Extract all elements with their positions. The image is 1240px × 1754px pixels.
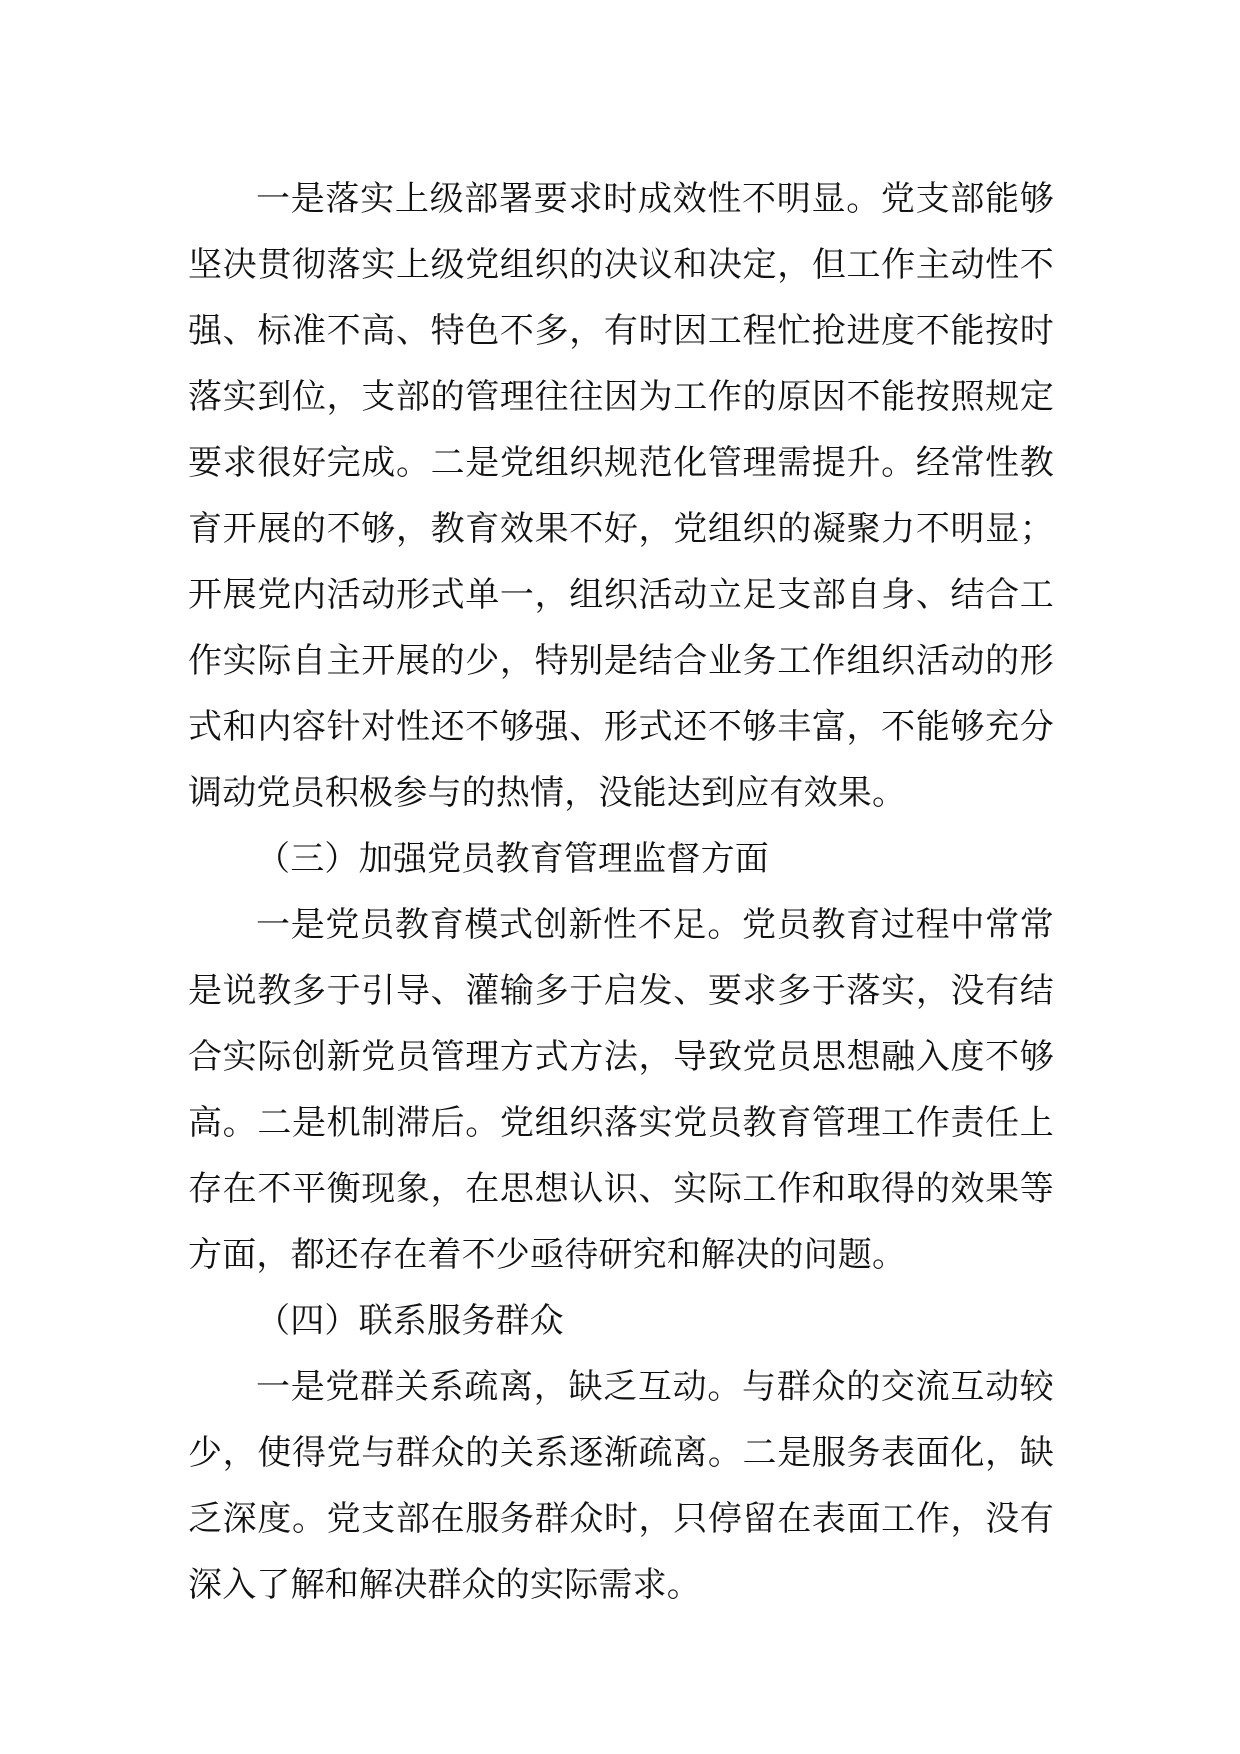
paragraph-serve-masses: 一是党群关系疏离，缺乏互动。与群众的交流互动较少，使得党与群众的关系逐渐疏离。二是服务表面化，缺乏深度。党支部在服务群众时，只停留在表面工作，没有深入了解和解决群众的实际需求。 [188,1367,1054,1605]
document-body [188,166,1054,1618]
paragraph-party-branch-implementation: 一是落实上级部署要求时成效性不明显。党支部能够坚决贯彻落实上级党组织的决议和决定，但工作主动性不强、标准不高、特色不多，有时因工程忙抢进度不能按时落实到位，支部的管理往往因为工作的原因不能按照规定要求很好完成。二是党组织规范化管理需提升。经常性教育开展的不够，教育效果不好，党组织的凝聚力不明显；开展党内活动形式单一，组织活动立足支部自身、结合工作实际自主开展的少，特别是结合业务工作组织活动的形式和内容针对性还不够强、形式还不够丰富，不能够充分调动党员积极参与的热情，没能达到应有效果。 [188,179,1054,813]
paragraph-member-education: 一是党员教育模式创新性不足。党员教育过程中常常是说教多于引导、灌输多于启发、要求多于落实，没有结合实际创新党员管理方式方法，导致党员思想融入度不够高。二是机制滞后。党组织落实党员教育管理工作责任上存在不平衡现象，在思想认识、实际工作和取得的效果等方面，都还存在着不少亟待研究和解决的问题。 [188,905,1054,1275]
section-heading-member-education: （三）加强党员教育管理监督方面 [256,839,769,879]
section-heading-serve-masses: （四）联系服务群众 [256,1301,564,1341]
